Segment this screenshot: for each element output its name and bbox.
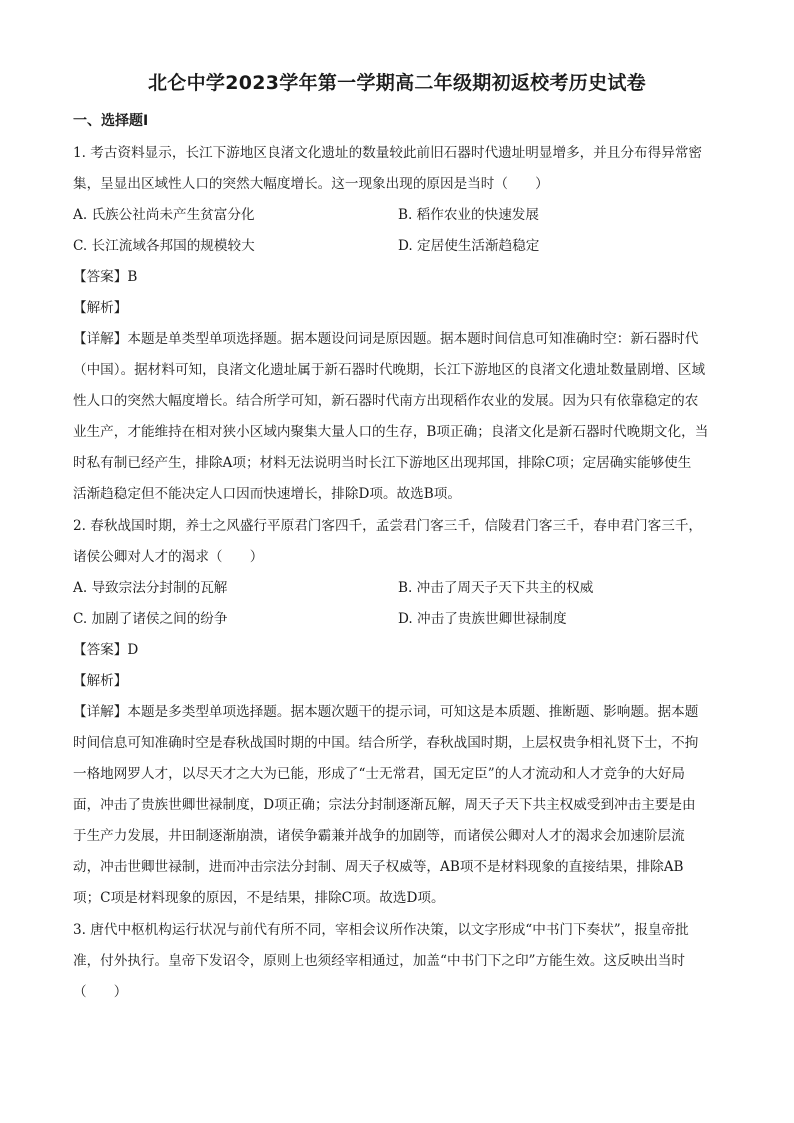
q1-option-b: B. 稻作农业的快速发展 <box>398 207 539 223</box>
q1-detail-line-6: 活渐趋稳定但不能决定人口因而快速增长，排除D项。故选B项。 <box>73 486 461 502</box>
q1-stem-line-1: 1. 考古资料显示，长江下游地区良渚文化遗址的数量较此前旧石器时代遗址明显增多，并且分布得异常密 <box>73 145 703 161</box>
q2-detail-line-6: 动，冲击世卿世禄制，进而冲击宗法分封制、周天子权威等，AB项不是材料现象的直接结果，排除AB <box>73 859 684 875</box>
q2-detail-line-2: 时间信息可知准确时空是春秋战国时期的中国。结合所学，春秋战国时期，上层权贵争相礼贤下士，不拘 <box>73 735 699 751</box>
q2-stem-line-1: 2. 春秋战国时期，养士之风盛行平原君门客四千，孟尝君门客三千，信陵君门客三千，春申君门客三千， <box>73 518 703 534</box>
q2-option-b: B. 冲击了周天子天下共主的权威 <box>398 580 594 596</box>
q2-analysis-label: 【解析】 <box>73 673 128 689</box>
q2-option-c: C. 加剧了诸侯之间的纷争 <box>73 611 228 627</box>
q1-detail-line-2: （中国）。据材料可知，良渚文化遗址属于新石器时代晚期，长江下游地区的良渚文化遗址数量剧增、区域 <box>73 362 706 378</box>
q1-detail-line-3: 性人口的突然大幅度增长。结合所学可知，新石器时代南方出现稻作农业的发展。因为只有依靠稳定的农 <box>73 393 699 409</box>
q1-stem-line-2: 集，呈显出区域性人口的突然大幅度增长。这一现象出现的原因是当时（ ） <box>73 176 549 192</box>
q1-option-a: A. 氏族公社尚未产生贫富分化 <box>73 207 255 223</box>
q2-detail-line-1: 【详解】本题是多类型单项选择题。据本题次题干的提示词，可知这是本质题、推断题、影响题。据本题 <box>73 704 699 720</box>
q2-detail-line-5: 于生产力发展，井田制逐渐崩溃，诸侯争霸兼并战争的加剧等，而诸侯公卿对人才的渴求会加速阶层流 <box>73 828 685 844</box>
q2-answer: 【答案】D <box>73 642 139 658</box>
q3-stem-line-2: 准，付外执行。皇帝下发诏令，原则上也须经宰相通过，加盖“中书门下之印”方能生效。这反映出当时 <box>73 953 686 969</box>
q1-answer: 【答案】B <box>73 269 138 285</box>
q1-analysis-label: 【解析】 <box>73 300 128 316</box>
page-title: 北仑中学2023学年第一学期高二年级期初返校考历史试卷 <box>148 72 646 94</box>
q2-detail-line-3: 一格地网罗人才，以尽天才之大为已能，形成了“士无常君，国无定臣”的人才流动和人才竞争的大好局 <box>73 766 686 782</box>
q2-detail-line-4: 面，冲击了贵族世卿世禄制度，D项正确；宗法分封制逐渐瓦解，周天子天下共主权威受到冲击主要是由 <box>73 797 696 813</box>
q2-option-d: D. 冲击了贵族世卿世禄制度 <box>398 611 567 627</box>
q1-option-d: D. 定居使生活渐趋稳定 <box>398 238 540 254</box>
q1-detail-line-1: 【详解】本题是单类型单项选择题。据本题设问词是原因题。据本题时间信息可知准确时空：新石器时代 <box>73 331 699 347</box>
q1-detail-line-4: 业生产，才能维持在相对狭小区域内聚集大量人口的生存，B项正确；良渚文化是新石器时代晚期文化，当 <box>73 424 709 440</box>
q1-option-c: C. 长江流域各邦国的规模较大 <box>73 238 255 254</box>
q2-option-a: A. 导致宗法分封制的瓦解 <box>73 580 228 596</box>
q2-stem-line-2: 诸侯公卿对人才的渴求（ ） <box>73 549 264 565</box>
q1-detail-line-5: 时私有制已经产生，排除A项；材料无法说明当时长江下游地区出现邦国，排除C项；定居确实能够使生 <box>73 455 692 471</box>
section-heading: 一、选择题Ⅰ <box>73 113 149 129</box>
q3-stem-line-1: 3. 唐代中枢机构运行状况与前代有所不同，宰相会议所作决策，以文字形成“中书门下奏状”，报皇帝批 <box>73 922 689 938</box>
q2-detail-line-7: 项；C项是材料现象的原因，不是结果，排除C项。故选D项。 <box>73 890 445 906</box>
q3-stem-line-3: （ ） <box>73 984 128 1000</box>
